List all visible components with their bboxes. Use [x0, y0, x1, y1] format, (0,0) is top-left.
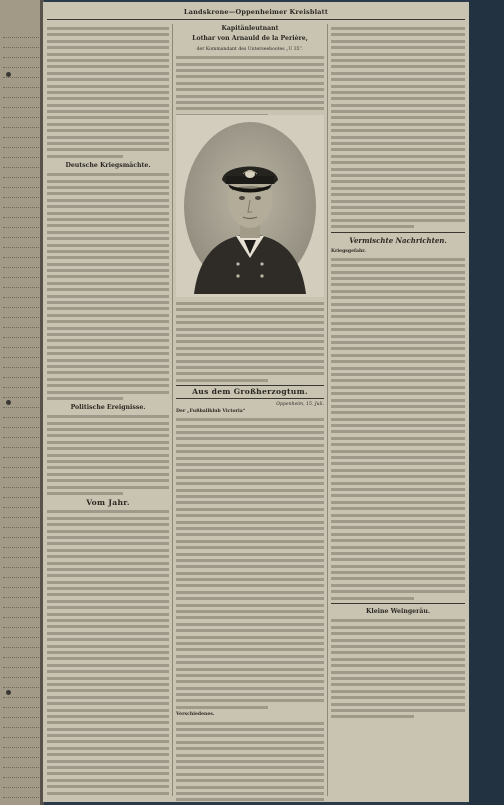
subheading-weingeraeu: Kleine Weingeräu. — [365, 608, 431, 616]
text-block — [47, 27, 169, 158]
text-block — [331, 27, 465, 228]
section-heading-vermischte: Vermischte Nachrichten. — [349, 236, 447, 246]
binding-hole-icon — [6, 72, 11, 77]
column-rule — [172, 24, 173, 796]
newspaper-page — [43, 2, 469, 802]
text-block — [47, 510, 169, 798]
paragraph-lead: Kriegsgefahr. — [331, 248, 366, 254]
lead-text: der Kommandant des Unterseebootes „U 35“. — [196, 46, 304, 52]
text-block — [47, 415, 169, 495]
text-block — [176, 418, 324, 709]
text-block — [176, 722, 324, 802]
column-right — [331, 24, 465, 798]
adjacent-page-strip — [0, 0, 42, 805]
section-heading-vom-jahr: Vom Jahr. — [86, 497, 130, 507]
section-heading-grossherzogtum: Aus dem Großherzogtum. — [192, 387, 308, 397]
dateline: Oppenheim, 15. Juli. — [276, 402, 324, 408]
portrait-naval-officer-icon — [180, 118, 320, 294]
paragraph-lead: Verschiedenes. — [176, 712, 215, 718]
text-block — [176, 56, 324, 117]
section-divider — [331, 232, 465, 233]
column-rule — [327, 24, 328, 796]
background-edge — [469, 0, 504, 805]
newspaper-title: Landskrone—Oppenheimer Kreisblatt — [183, 8, 329, 16]
section-divider — [176, 385, 324, 399]
section-divider — [331, 603, 465, 604]
price-table-block — [331, 619, 465, 718]
page-header — [47, 5, 465, 20]
text-block — [47, 173, 169, 400]
text-block — [331, 258, 465, 600]
paragraph-lead: Der „Fußballklub Victoria“ — [176, 408, 246, 414]
subheading-kriegsmaechte: Deutsche Kriegsmächte. — [65, 161, 151, 169]
officer-portrait — [176, 115, 324, 297]
binding-hole-icon — [6, 400, 11, 405]
column-left — [47, 24, 169, 798]
portrait-caption — [176, 299, 324, 802]
subheading-officer-name: Lothar von Arnauld de la Perière, — [192, 35, 308, 43]
text-block — [176, 302, 324, 382]
subheading-politische-ereignisse: Politische Ereignisse. — [70, 403, 146, 411]
heading-kapitaenleutnant: Kapitänleutnant — [221, 25, 279, 32]
binding-hole-icon — [6, 690, 11, 695]
